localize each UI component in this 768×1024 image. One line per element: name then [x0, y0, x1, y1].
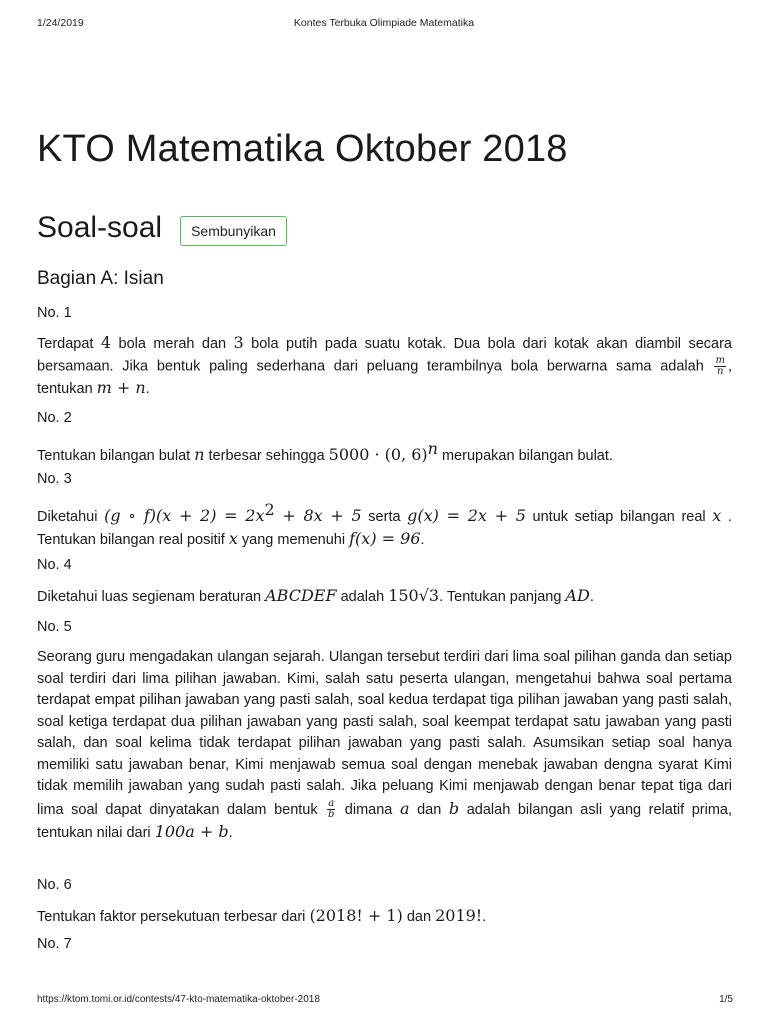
problem-1-text: Terdapat 4 bola merah dan 3 bola putih pada suatu kotak. Dua bola dari kotak akan diambil secara bersamaan. Jika bentuk paling sederhana dari peluang terambilnya bola berwarna sama adalah $\frac{m}{n}$ , tentukan m + n. [37, 333, 732, 398]
print-footer-url: https://ktom.tomi.or.id/contests/47-kto-matematika-oktober-2018 [37, 994, 320, 1005]
problem-3-text: Diketahui (g ∘ $f)(x + 2) = 2x^2 + 8x + 5$ serta g(x) = 2x + 5 untuk setiap bilangan real x . Tentukan bilangan real positif x yang memenuhi f(x) = 96. [37, 500, 732, 549]
problem-4-text: Diketahui luas segienam beraturan ABCDEF adalah 150√3. Tentukan panjang AD. [37, 586, 594, 605]
problem-4-label: No. 4 [37, 557, 72, 573]
part-title: Bagian A: Isian [37, 268, 164, 289]
problem-3-label: No. 3 [37, 471, 72, 487]
section-header [37, 210, 287, 246]
problem-1-label: No. 1 [37, 305, 72, 321]
problem-2-label: No. 2 [37, 410, 72, 426]
problem-6-text: Tentukan faktor persekutuan terbesar dari (2018! + 1) dan 2019!. [37, 906, 487, 925]
fraction-a-over-b: $\frac{a}{b}$ [328, 798, 335, 821]
problem-2-text: Tentukan bilangan bulat n terbesar sehingga 5000 · (0, 6)$^n$ merupakan bilangan bulat. [37, 439, 613, 464]
problem-6-label: No. 6 [37, 877, 72, 893]
page-title: KTO Matematika Oktober 2018 [37, 128, 568, 170]
section-title: Soal-soal [37, 211, 163, 244]
hide-button[interactable]: Sembunyikan [180, 216, 287, 246]
fraction-m-over-n: $\frac{m}{n}$ [715, 354, 725, 377]
print-header-title: Kontes Terbuka Olimpiade Matematika [293, 17, 475, 29]
print-page-number: 1/5 [719, 994, 733, 1005]
problem-5-label: No. 5 [37, 619, 72, 635]
print-date: 1/24/2019 [37, 17, 84, 29]
problem-5-text: Seorang guru mengadakan ulangan sejarah. Ulangan tersebut terdiri dari lima soal pilihan ganda dan setiap soal terdiri dari lima pilihan jawaban. Kimi, salah satu peserta ulangan, mengetahui bahwa soal pertama terdapat empat pilihan jawaban yang pasti salah, soal kedua terdapat tiga pilihan jawaban yang pasti salah, soal ketiga terdapat dua pilihan jawaban yang pasti salah, soal keempat terdapat satu jawaban yang pasti salah, dan soal kelima tidak terdapat pilihan jawaban yang pasti salah. Asumsikan setiap soal hanya memiliki satu jawaban benar, Kimi menjawab semua soal dengan menebak jawaban dengna syarat Kimi tidak memilih jawaban yang sudah pasti salah. Jika peluang Kimi menjawab dengan benar tepat tiga dari lima soal dapat dinyatakan dalam bentuk $\frac{a}{b}$ dimana a dan b adalah bilangan asli yang relatif prima, tentukan nilai dari 100a + b. [37, 649, 733, 841]
problem-7-label: No. 7 [37, 936, 72, 952]
